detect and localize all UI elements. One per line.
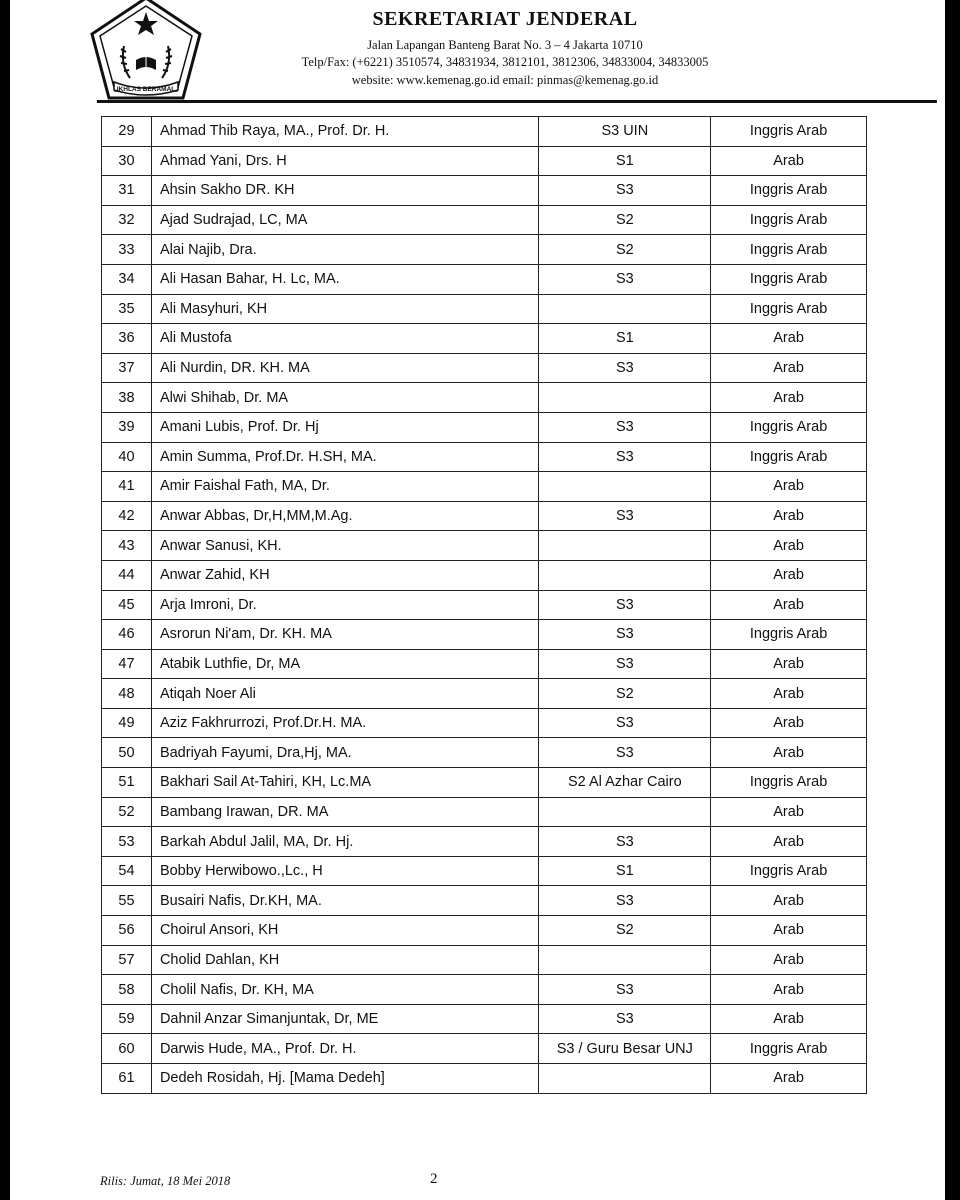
row-number: 32: [102, 205, 152, 235]
education-level: S3: [539, 708, 711, 738]
table-row: [102, 1004, 867, 1034]
education-level: S3: [539, 975, 711, 1005]
education-level: [539, 383, 711, 413]
preacher-name: Cholid Dahlan, KH: [151, 945, 539, 975]
row-number: 56: [102, 916, 152, 946]
language-skill: Arab: [711, 945, 867, 975]
table-row: [102, 738, 867, 768]
education-level: S3: [539, 886, 711, 916]
preacher-name: Anwar Abbas, Dr,H,MM,M.Ag.: [151, 501, 539, 531]
preacher-name: Bakhari Sail At-Tahiri, KH, Lc.MA: [151, 768, 539, 798]
table-row: [102, 501, 867, 531]
language-skill: Inggris Arab: [711, 442, 867, 472]
table-row: [102, 412, 867, 442]
education-level: S2: [539, 235, 711, 265]
education-level: S3: [539, 176, 711, 206]
row-number: 35: [102, 294, 152, 324]
table-row: [102, 117, 867, 147]
preacher-name: Asrorun Ni'am, Dr. KH. MA: [151, 620, 539, 650]
office-phone: Telp/Fax: (+6221) 3510574, 34831934, 3812101, 3812306, 34833004, 34833005: [301, 55, 709, 69]
education-level: S3: [539, 264, 711, 294]
table-row: [102, 205, 867, 235]
table-row: [102, 886, 867, 916]
table-row: [102, 324, 867, 354]
education-level: S1: [539, 324, 711, 354]
language-skill: Arab: [711, 975, 867, 1005]
table-row: [102, 649, 867, 679]
preacher-name: Dahnil Anzar Simanjuntak, Dr, ME: [151, 1004, 539, 1034]
language-skill: Arab: [711, 649, 867, 679]
preacher-name: Ali Nurdin, DR. KH. MA: [151, 353, 539, 383]
row-number: 55: [102, 886, 152, 916]
preacher-name: Amani Lubis, Prof. Dr. Hj: [151, 412, 539, 442]
row-number: 42: [102, 501, 152, 531]
table-row: [102, 353, 867, 383]
education-level: S3: [539, 827, 711, 857]
language-skill: Inggris Arab: [711, 235, 867, 265]
row-number: 39: [102, 412, 152, 442]
language-skill: Inggris Arab: [711, 176, 867, 206]
table-row: [102, 1064, 867, 1094]
table-row: [102, 708, 867, 738]
row-number: 45: [102, 590, 152, 620]
table-row: [102, 294, 867, 324]
table-row: [102, 620, 867, 650]
education-level: S3: [539, 442, 711, 472]
table-row: [102, 590, 867, 620]
language-skill: Inggris Arab: [711, 412, 867, 442]
preacher-table-body: [102, 117, 867, 1094]
preacher-name: Aziz Fakhrurrozi, Prof.Dr.H. MA.: [151, 708, 539, 738]
table-row: [102, 827, 867, 857]
row-number: 37: [102, 353, 152, 383]
language-skill: Arab: [711, 797, 867, 827]
preacher-name: Bambang Irawan, DR. MA: [151, 797, 539, 827]
education-level: [539, 294, 711, 324]
letterhead: [10, 0, 945, 105]
language-skill: Inggris Arab: [711, 264, 867, 294]
education-level: S3 / Guru Besar UNJ: [539, 1034, 711, 1064]
table-row: [102, 560, 867, 590]
row-number: 33: [102, 235, 152, 265]
preacher-name: Badriyah Fayumi, Dra,Hj, MA.: [151, 738, 539, 768]
language-skill: Arab: [711, 1064, 867, 1094]
row-number: 48: [102, 679, 152, 709]
education-level: [539, 945, 711, 975]
table-row: [102, 176, 867, 206]
language-skill: Inggris Arab: [711, 205, 867, 235]
language-skill: Inggris Arab: [711, 1034, 867, 1064]
language-skill: Arab: [711, 383, 867, 413]
language-skill: Arab: [711, 708, 867, 738]
language-skill: Arab: [711, 916, 867, 946]
education-level: [539, 1064, 711, 1094]
language-skill: Inggris Arab: [711, 294, 867, 324]
release-date: Rilis: Jumat, 18 Mei 2018: [100, 1174, 231, 1188]
table-row: [102, 856, 867, 886]
preacher-name: Busairi Nafis, Dr.KH, MA.: [151, 886, 539, 916]
language-skill: Arab: [711, 324, 867, 354]
row-number: 31: [102, 176, 152, 206]
language-skill: Arab: [711, 501, 867, 531]
preacher-name: Ali Hasan Bahar, H. Lc, MA.: [151, 264, 539, 294]
language-skill: Arab: [711, 531, 867, 561]
language-skill: Arab: [711, 472, 867, 502]
preacher-name: Ali Mustofa: [151, 324, 539, 354]
education-level: [539, 531, 711, 561]
education-level: S3: [539, 620, 711, 650]
table-row: [102, 472, 867, 502]
language-skill: Inggris Arab: [711, 620, 867, 650]
language-skill: Arab: [711, 146, 867, 176]
table-row: [102, 235, 867, 265]
office-website: website: www.kemenag.go.id email: pinmas@kemenag.go.id: [351, 73, 659, 87]
preacher-table: [101, 116, 867, 1094]
education-level: S3: [539, 353, 711, 383]
preacher-name: Arja Imroni, Dr.: [151, 590, 539, 620]
preacher-name: Anwar Zahid, KH: [151, 560, 539, 590]
education-level: S3: [539, 738, 711, 768]
row-number: 36: [102, 324, 152, 354]
education-level: [539, 560, 711, 590]
language-skill: Arab: [711, 679, 867, 709]
row-number: 59: [102, 1004, 152, 1034]
row-number: 47: [102, 649, 152, 679]
preacher-name: Dedeh Rosidah, Hj. [Mama Dedeh]: [151, 1064, 539, 1094]
education-level: S3: [539, 501, 711, 531]
table-row: [102, 383, 867, 413]
education-level: S3: [539, 590, 711, 620]
table-row: [102, 442, 867, 472]
language-skill: Arab: [711, 590, 867, 620]
language-skill: Inggris Arab: [711, 768, 867, 798]
row-number: 51: [102, 768, 152, 798]
preacher-name: Alai Najib, Dra.: [151, 235, 539, 265]
table-row: [102, 1034, 867, 1064]
preacher-name: Bobby Herwibowo.,Lc., H: [151, 856, 539, 886]
language-skill: Inggris Arab: [711, 117, 867, 147]
row-number: 41: [102, 472, 152, 502]
education-level: S3: [539, 1004, 711, 1034]
education-level: [539, 797, 711, 827]
office-address: Jalan Lapangan Banteng Barat No. 3 – 4 Jakarta 10710: [367, 38, 643, 52]
row-number: 58: [102, 975, 152, 1005]
row-number: 60: [102, 1034, 152, 1064]
education-level: S1: [539, 146, 711, 176]
row-number: 49: [102, 708, 152, 738]
education-level: S2 Al Azhar Cairo: [539, 768, 711, 798]
language-skill: Arab: [711, 886, 867, 916]
preacher-name: Ali Masyhuri, KH: [151, 294, 539, 324]
education-level: S2: [539, 679, 711, 709]
preacher-name: Ajad Sudrajad, LC, MA: [151, 205, 539, 235]
page-number: 2: [430, 1171, 438, 1187]
header-divider: [97, 100, 937, 103]
row-number: 46: [102, 620, 152, 650]
table-row: [102, 264, 867, 294]
table-row: [102, 679, 867, 709]
education-level: S3: [539, 412, 711, 442]
preacher-name: Ahmad Yani, Drs. H: [151, 146, 539, 176]
row-number: 54: [102, 856, 152, 886]
preacher-name: Cholil Nafis, Dr. KH, MA: [151, 975, 539, 1005]
preacher-name: Anwar Sanusi, KH.: [151, 531, 539, 561]
row-number: 57: [102, 945, 152, 975]
row-number: 38: [102, 383, 152, 413]
preacher-name: Amin Summa, Prof.Dr. H.SH, MA.: [151, 442, 539, 472]
language-skill: Inggris Arab: [711, 856, 867, 886]
education-level: [539, 472, 711, 502]
row-number: 52: [102, 797, 152, 827]
row-number: 61: [102, 1064, 152, 1094]
table-row: [102, 916, 867, 946]
row-number: 30: [102, 146, 152, 176]
language-skill: Arab: [711, 738, 867, 768]
language-skill: Arab: [711, 560, 867, 590]
row-number: 53: [102, 827, 152, 857]
preacher-name: Darwis Hude, MA., Prof. Dr. H.: [151, 1034, 539, 1064]
education-level: S3 UIN: [539, 117, 711, 147]
preacher-name: Alwi Shihab, Dr. MA: [151, 383, 539, 413]
row-number: 40: [102, 442, 152, 472]
row-number: 50: [102, 738, 152, 768]
table-row: [102, 945, 867, 975]
preacher-name: Atabik Luthfie, Dr, MA: [151, 649, 539, 679]
preacher-name: Ahmad Thib Raya, MA., Prof. Dr. H.: [151, 117, 539, 147]
preacher-name: Choirul Ansori, KH: [151, 916, 539, 946]
education-level: S2: [539, 916, 711, 946]
table-row: [102, 975, 867, 1005]
preacher-name: Amir Faishal Fath, MA, Dr.: [151, 472, 539, 502]
education-level: S1: [539, 856, 711, 886]
education-level: S3: [539, 649, 711, 679]
language-skill: Arab: [711, 1004, 867, 1034]
preacher-name: Barkah Abdul Jalil, MA, Dr. Hj.: [151, 827, 539, 857]
row-number: 29: [102, 117, 152, 147]
emblem-motto: IKHLAS BERAMAL: [116, 86, 176, 93]
row-number: 34: [102, 264, 152, 294]
preacher-name: Ahsin Sakho DR. KH: [151, 176, 539, 206]
table-row: [102, 768, 867, 798]
table-row: [102, 797, 867, 827]
language-skill: Arab: [711, 353, 867, 383]
preacher-name: Atiqah Noer Ali: [151, 679, 539, 709]
document-page: [10, 0, 945, 1200]
kemenag-emblem-icon: [86, 0, 206, 104]
row-number: 43: [102, 531, 152, 561]
table-row: [102, 531, 867, 561]
office-title: SEKRETARIAT JENDERAL: [372, 8, 638, 30]
education-level: S2: [539, 205, 711, 235]
language-skill: Arab: [711, 827, 867, 857]
row-number: 44: [102, 560, 152, 590]
table-row: [102, 146, 867, 176]
